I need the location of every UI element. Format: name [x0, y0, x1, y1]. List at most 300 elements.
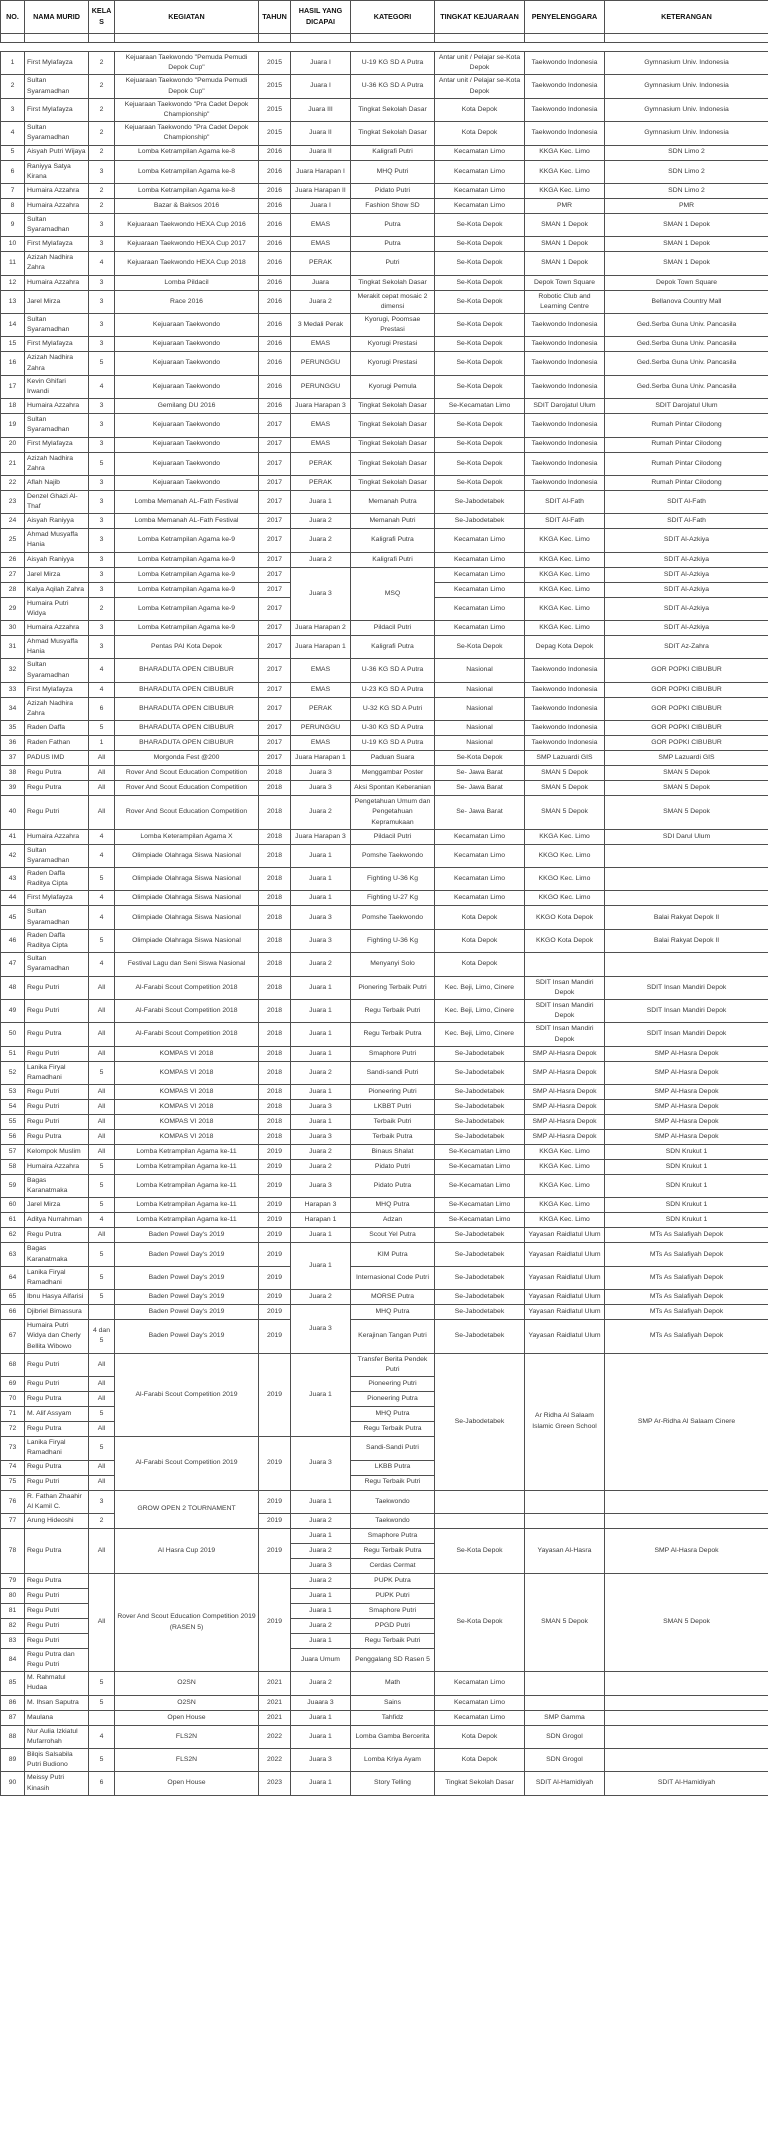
cell-col-6: Tahfidz — [351, 1710, 435, 1725]
cell-col-2: 6 — [89, 697, 115, 720]
cell-col-5: Juara 1 — [291, 1243, 351, 1290]
cell-col-8: SDIT Al-Fath — [525, 514, 605, 529]
cell-col-4: 2016 — [259, 252, 291, 275]
cell-col-5: Juara I — [291, 52, 351, 75]
cell-col-7: Se-Kota Depok — [435, 636, 525, 659]
cell-col-8: Taekwondo Indonesia — [525, 414, 605, 437]
cell-col-7: Se-Kota Depok — [435, 352, 525, 375]
table-row — [1, 237, 768, 252]
cell-col-4: 2016 — [259, 290, 291, 313]
cell-col-1: Sultan Syaramadhan — [25, 314, 89, 337]
cell-col-6: Putra — [351, 237, 435, 252]
cell-col-1: Regu Putri — [25, 1085, 89, 1100]
cell-col-9: SDIT Al-Hamidiyah — [605, 1772, 768, 1795]
cell-col-8: Taekwondo Indonesia — [525, 475, 605, 490]
column-header-8: TINGKAT KEJUARAAN — [435, 1, 525, 34]
cell-col-9: PMR — [605, 198, 768, 213]
cell-col-6: U-23 KG SD A Putra — [351, 682, 435, 697]
cell-col-2: All — [89, 1100, 115, 1115]
spacer-cell — [89, 34, 115, 43]
column-header-9: PENYELENGGARA — [525, 1, 605, 34]
cell-col-0: 66 — [1, 1305, 25, 1320]
cell-col-6: Taekwondo — [351, 1490, 435, 1513]
cell-col-3: Baden Powel Day's 2019 — [115, 1243, 259, 1266]
cell-col-0: 3 — [1, 98, 25, 121]
cell-col-8 — [525, 1490, 605, 1513]
cell-col-6: Tingkat Sekolah Dasar — [351, 475, 435, 490]
table-row — [1, 552, 768, 567]
cell-col-4: 2017 — [259, 597, 291, 620]
cell-col-7: Se-Kota Depok — [435, 751, 525, 766]
cell-col-3: KOMPAS VI 2018 — [115, 1100, 259, 1115]
cell-col-2: All — [89, 1528, 115, 1573]
cell-col-6: Cerdas Cermat — [351, 1558, 435, 1573]
cell-col-9: SMAN 5 Depok — [605, 1573, 768, 1671]
cell-col-9: SDIT Al-Azkiya — [605, 621, 768, 636]
cell-col-8: Yayasan Raidlatul Ulum — [525, 1290, 605, 1305]
cell-col-5: Juara I — [291, 198, 351, 213]
cell-col-2: 2 — [89, 1513, 115, 1528]
cell-col-2 — [89, 1710, 115, 1725]
cell-col-5: Juara III — [291, 98, 351, 121]
cell-col-0: 68 — [1, 1353, 25, 1376]
cell-col-7: Kecamatan Limo — [435, 1695, 525, 1710]
cell-col-8: SMAN 1 Depok — [525, 252, 605, 275]
cell-col-5: Juara 1 — [291, 1633, 351, 1648]
cell-col-7: Kota Depok — [435, 1725, 525, 1748]
cell-col-8: SMP Lazuardi GIS — [525, 751, 605, 766]
cell-col-5: Juara Harapan 2 — [291, 621, 351, 636]
cell-col-5: Juara 1 — [291, 891, 351, 906]
cell-col-3: Rover And Scout Education Competition 2019 (RASEN 5) — [115, 1573, 259, 1671]
cell-col-3: Lomba Memanah AL-Fath Festival — [115, 490, 259, 513]
cell-col-7: Se-Jabodetabek — [435, 1243, 525, 1266]
cell-col-1: Regu Putra — [25, 1460, 89, 1475]
cell-col-1: Humaira Azzahra — [25, 183, 89, 198]
cell-col-8: Taekwondo Indonesia — [525, 682, 605, 697]
cell-col-3: BHARADUTA OPEN CIBUBUR — [115, 697, 259, 720]
cell-col-4: 2019 — [259, 1213, 291, 1228]
cell-col-5: EMAS — [291, 437, 351, 452]
cell-col-8: KKGO Kec. Limo — [525, 891, 605, 906]
cell-col-6: Pildacil Putri — [351, 829, 435, 844]
cell-col-1: Humaira Azzahra — [25, 829, 89, 844]
cell-col-2: 3 — [89, 399, 115, 414]
cell-col-5: PERUNGGU — [291, 375, 351, 398]
cell-col-3: Al-Farabi Scout Competition 2018 — [115, 999, 259, 1022]
cell-col-2: All — [89, 1046, 115, 1061]
cell-col-8: Yayasan Raidlatul Ulum — [525, 1305, 605, 1320]
cell-col-0: 43 — [1, 868, 25, 891]
cell-col-4: 2016 — [259, 183, 291, 198]
cell-col-2: All — [89, 766, 115, 781]
cell-col-2: All — [89, 1573, 115, 1671]
cell-col-4: 2017 — [259, 452, 291, 475]
table-row — [1, 1228, 768, 1243]
cell-col-5: Juara 3 — [291, 1749, 351, 1772]
cell-col-8: KKGA Kec. Limo — [525, 529, 605, 552]
cell-col-6: Kaligrafi Putra — [351, 636, 435, 659]
cell-col-2: 3 — [89, 475, 115, 490]
cell-col-7: Se-Kota Depok — [435, 375, 525, 398]
cell-col-4: 2019 — [259, 1437, 291, 1490]
table-row — [1, 1749, 768, 1772]
cell-col-1: Djibriel Bimassura — [25, 1305, 89, 1320]
table-row — [1, 475, 768, 490]
cell-col-5: Harapan 1 — [291, 1213, 351, 1228]
cell-col-5: PERUNGGU — [291, 352, 351, 375]
cell-col-7: Se-Kota Depok — [435, 337, 525, 352]
table-row — [1, 375, 768, 398]
table-header-row — [1, 1, 768, 34]
cell-col-7: Se-Kota Depok — [435, 1528, 525, 1573]
cell-col-2: 4 — [89, 1213, 115, 1228]
cell-col-8: SMAN 5 Depok — [525, 796, 605, 830]
cell-col-3: Lomba Ketrampilan Agama ke-11 — [115, 1160, 259, 1175]
cell-col-9: SDIT Al-Azkiya — [605, 597, 768, 620]
cell-col-0: 9 — [1, 213, 25, 236]
cell-col-0: 27 — [1, 567, 25, 582]
cell-col-0: 46 — [1, 929, 25, 952]
cell-col-9: Rumah Pintar Cilodong — [605, 452, 768, 475]
cell-col-5: Juara 1 — [291, 1603, 351, 1618]
cell-col-1: Regu Putri — [25, 796, 89, 830]
table-row — [1, 399, 768, 414]
cell-col-2: 2 — [89, 183, 115, 198]
cell-col-9: Ged.Serba Guna Univ. Pancasila — [605, 314, 768, 337]
cell-col-0: 52 — [1, 1061, 25, 1084]
cell-col-7: Se-Kota Depok — [435, 437, 525, 452]
cell-col-1: Humaira Putri Widya dan Cherly Bellita Wibowo — [25, 1320, 89, 1354]
table-row — [1, 1573, 768, 1588]
cell-col-7: Se-Jabodetabek — [435, 1266, 525, 1289]
cell-col-2: 3 — [89, 490, 115, 513]
cell-col-6: U-19 KG SD A Putra — [351, 736, 435, 751]
cell-col-9: Rumah Pintar Cilodong — [605, 414, 768, 437]
cell-col-6: Smaphore Putri — [351, 1046, 435, 1061]
cell-col-2: 3 — [89, 160, 115, 183]
cell-col-4: 2018 — [259, 906, 291, 929]
cell-col-6: Sandi-sandi Putri — [351, 1061, 435, 1084]
cell-col-1: Bilqis Salsabila Putri Budiono — [25, 1749, 89, 1772]
cell-col-6: Penggalang SD Rasen 5 — [351, 1648, 435, 1671]
cell-col-9: Balai Rakyat Depok II — [605, 929, 768, 952]
cell-col-8: Taekwondo Indonesia — [525, 697, 605, 720]
cell-col-7: Se-Jabodetabek — [435, 1305, 525, 1320]
cell-col-4: 2017 — [259, 697, 291, 720]
cell-col-6: Internasional Code Putri — [351, 1266, 435, 1289]
cell-col-1: First Mylafayza — [25, 891, 89, 906]
cell-col-4: 2019 — [259, 1528, 291, 1573]
table-row — [1, 697, 768, 720]
cell-col-0: 32 — [1, 659, 25, 682]
cell-col-7: Se-Jabodetabek — [435, 490, 525, 513]
cell-col-7: Se-Jabodetabek — [435, 1100, 525, 1115]
cell-col-2: 4 — [89, 252, 115, 275]
cell-col-4: 2015 — [259, 52, 291, 75]
cell-col-7: Kec. Beji, Limo, Cinere — [435, 976, 525, 999]
table-row — [1, 929, 768, 952]
cell-col-8: KKGO Kota Depok — [525, 929, 605, 952]
cell-col-4: 2019 — [259, 1160, 291, 1175]
cell-col-0: 82 — [1, 1618, 25, 1633]
cell-col-1: Arung Hideoshi — [25, 1513, 89, 1528]
cell-col-5: Juara Harapan 1 — [291, 636, 351, 659]
cell-col-8: Taekwondo Indonesia — [525, 52, 605, 75]
cell-col-3: Kejuaraan Taekwondo — [115, 375, 259, 398]
cell-col-1: Azizah Nadhira Zahra — [25, 452, 89, 475]
cell-col-7: Se-Jabodetabek — [435, 1061, 525, 1084]
cell-col-5: Juara 1 — [291, 1085, 351, 1100]
cell-col-8: Depok Town Square — [525, 275, 605, 290]
cell-col-7: Se-Kota Depok — [435, 414, 525, 437]
cell-col-2: 3 — [89, 567, 115, 582]
cell-col-6: Binaus Shalat — [351, 1145, 435, 1160]
cell-col-4: 2017 — [259, 514, 291, 529]
cell-col-3: O2SN — [115, 1672, 259, 1695]
cell-col-5: Juara 1 — [291, 1710, 351, 1725]
cell-col-9: GOR POPKI CIBUBUR — [605, 682, 768, 697]
cell-col-3: KOMPAS VI 2018 — [115, 1046, 259, 1061]
cell-col-4: 2018 — [259, 891, 291, 906]
cell-col-8: Robotic Club and Learning Centre — [525, 290, 605, 313]
cell-col-3: KOMPAS VI 2018 — [115, 1115, 259, 1130]
cell-col-6: U-19 KG SD A Putra — [351, 52, 435, 75]
cell-col-2: All — [89, 976, 115, 999]
cell-col-0: 28 — [1, 582, 25, 597]
cell-col-7: Nasional — [435, 697, 525, 720]
cell-col-0: 90 — [1, 1772, 25, 1795]
cell-col-7: Kota Depok — [435, 953, 525, 976]
cell-col-7: Se-Jabodetabek — [435, 1320, 525, 1354]
cell-col-9: SDIT Al-Fath — [605, 490, 768, 513]
cell-col-4: 2019 — [259, 1145, 291, 1160]
cell-col-8: Taekwondo Indonesia — [525, 337, 605, 352]
column-header-6: HASIL YANG DICAPAI — [291, 1, 351, 34]
cell-col-2: 5 — [89, 1266, 115, 1289]
cell-col-6: U-36 KG SD A Putra — [351, 75, 435, 98]
cell-col-4: 2017 — [259, 659, 291, 682]
cell-col-2: All — [89, 1228, 115, 1243]
cell-col-2: 5 — [89, 1290, 115, 1305]
cell-col-1: Raden Fathan — [25, 736, 89, 751]
cell-col-5: PERAK — [291, 475, 351, 490]
cell-col-4: 2017 — [259, 490, 291, 513]
cell-col-3: Festival Lagu dan Seni Siswa Nasional — [115, 953, 259, 976]
prestasi-table-header — [0, 0, 768, 43]
cell-col-2: 5 — [89, 1198, 115, 1213]
cell-col-2: All — [89, 1377, 115, 1392]
cell-col-6: Adzan — [351, 1213, 435, 1228]
cell-col-5: Juara 3 — [291, 1130, 351, 1145]
cell-col-3: Baden Powel Day's 2019 — [115, 1305, 259, 1320]
cell-col-6: Tingkat Sekolah Dasar — [351, 98, 435, 121]
cell-col-2: 4 — [89, 891, 115, 906]
cell-col-1: Regu Putri — [25, 999, 89, 1022]
cell-col-3: Lomba Ketrampilan Agama ke-9 — [115, 621, 259, 636]
cell-col-0: 67 — [1, 1320, 25, 1354]
cell-col-7: Se- Jawa Barat — [435, 796, 525, 830]
table-row — [1, 1290, 768, 1305]
cell-col-1: Regu Putri — [25, 1475, 89, 1490]
cell-col-1: Regu Putri — [25, 1046, 89, 1061]
cell-col-6: Pioneering Putri — [351, 1377, 435, 1392]
cell-col-0: 65 — [1, 1290, 25, 1305]
cell-col-0: 70 — [1, 1392, 25, 1407]
cell-col-5: Juara 1 — [291, 1023, 351, 1046]
cell-col-5: Juara 2 — [291, 552, 351, 567]
spacer-cell — [291, 34, 351, 43]
table-row — [1, 1772, 768, 1795]
cell-col-0: 1 — [1, 52, 25, 75]
cell-col-2: 4 — [89, 375, 115, 398]
cell-col-3: Rover And Scout Education Competition — [115, 781, 259, 796]
cell-col-5: Juara 3 — [291, 1437, 351, 1490]
cell-col-2: 3 — [89, 275, 115, 290]
cell-col-8: Yayasan Raidlatul Ulum — [525, 1228, 605, 1243]
cell-col-3: Baden Powel Day's 2019 — [115, 1290, 259, 1305]
cell-col-2: 2 — [89, 98, 115, 121]
table-row — [1, 1710, 768, 1725]
cell-col-8: SDIT Al-Fath — [525, 490, 605, 513]
cell-col-2: 3 — [89, 529, 115, 552]
cell-col-3: Kejuaraan Taekwondo — [115, 337, 259, 352]
cell-col-5: EMAS — [291, 237, 351, 252]
cell-col-1: Sultan Syaramadhan — [25, 844, 89, 867]
cell-col-2: 4 — [89, 906, 115, 929]
cell-col-8: Taekwondo Indonesia — [525, 736, 605, 751]
cell-col-5: Juara 2 — [291, 514, 351, 529]
cell-col-5: Juara 1 — [291, 976, 351, 999]
cell-col-3: Kejuaraan Taekwondo — [115, 437, 259, 452]
cell-col-5: PERAK — [291, 252, 351, 275]
cell-col-5: Juara 2 — [291, 1061, 351, 1084]
cell-col-6: Merakit cepat mosaic 2 dimensi — [351, 290, 435, 313]
cell-col-1: Aisyah Raniyya — [25, 514, 89, 529]
cell-col-3: BHARADUTA OPEN CIBUBUR — [115, 721, 259, 736]
cell-col-6: Tingkat Sekolah Dasar — [351, 437, 435, 452]
cell-col-3: BHARADUTA OPEN CIBUBUR — [115, 682, 259, 697]
cell-col-0: 4 — [1, 122, 25, 145]
table-row — [1, 721, 768, 736]
cell-col-6: Regu Terbaik Putra — [351, 1023, 435, 1046]
cell-col-9: SDIT Al-Azkiya — [605, 552, 768, 567]
cell-col-7: Kecamatan Limo — [435, 1710, 525, 1725]
cell-col-9: Ged.Serba Guna Univ. Pancasila — [605, 375, 768, 398]
cell-col-8: SDIT Insan Mandiri Depok — [525, 1023, 605, 1046]
cell-col-9: SDN Krukut 1 — [605, 1145, 768, 1160]
cell-col-9 — [605, 1695, 768, 1710]
cell-col-0: 89 — [1, 1749, 25, 1772]
table-row — [1, 1145, 768, 1160]
table-row — [1, 437, 768, 452]
cell-col-9: SDN Krukut 1 — [605, 1175, 768, 1198]
cell-col-2: 1 — [89, 736, 115, 751]
cell-col-1: Ibnu Hasya Alfarisi — [25, 1290, 89, 1305]
cell-col-7: Se-Jabodetabek — [435, 1228, 525, 1243]
cell-col-3: Olimpiade Olahraga Siswa Nasional — [115, 891, 259, 906]
cell-col-4: 2022 — [259, 1725, 291, 1748]
cell-col-3: Al-Farabi Scout Competition 2018 — [115, 976, 259, 999]
cell-col-4: 2022 — [259, 1749, 291, 1772]
cell-col-4: 2016 — [259, 275, 291, 290]
cell-col-4: 2018 — [259, 953, 291, 976]
cell-col-0: 40 — [1, 796, 25, 830]
cell-col-8: KKGA Kec. Limo — [525, 567, 605, 582]
spacer-cell — [259, 34, 291, 43]
cell-col-6: Regu Terbaik Putri — [351, 1633, 435, 1648]
cell-col-5: Juara 2 — [291, 953, 351, 976]
cell-col-7: Se-Kota Depok — [435, 290, 525, 313]
cell-col-1: Regu Putri — [25, 1353, 89, 1376]
cell-col-1: Lanika Firyal Ramadhani — [25, 1266, 89, 1289]
cell-col-6: Pidato Putri — [351, 1160, 435, 1175]
cell-col-1: M. Rahmatul Hudaa — [25, 1672, 89, 1695]
cell-col-1: Azizah Nadhira Zahra — [25, 352, 89, 375]
cell-col-1: Regu Putri — [25, 1618, 89, 1633]
cell-col-0: 22 — [1, 475, 25, 490]
cell-col-1: Humaira Azzahra — [25, 198, 89, 213]
cell-col-3: Lomba Ketrampilan Agama ke-9 — [115, 552, 259, 567]
cell-col-5: Juara 1 — [291, 844, 351, 867]
cell-col-6: Kaligrafi Putra — [351, 529, 435, 552]
cell-col-7: Kecamatan Limo — [435, 183, 525, 198]
cell-col-8: Taekwondo Indonesia — [525, 75, 605, 98]
cell-col-0: 24 — [1, 514, 25, 529]
cell-col-7: Kecamatan Limo — [435, 582, 525, 597]
cell-col-5: Juara 1 — [291, 1528, 351, 1543]
cell-col-2: 3 — [89, 314, 115, 337]
cell-col-1: Regu Putra — [25, 781, 89, 796]
cell-col-1: R. Fathan Zhaahir Al Kamil C. — [25, 1490, 89, 1513]
cell-col-0: 55 — [1, 1115, 25, 1130]
cell-col-8: Taekwondo Indonesia — [525, 452, 605, 475]
table-row — [1, 1175, 768, 1198]
cell-col-7: Se-Jabodetabek — [435, 1115, 525, 1130]
cell-col-9: SDIT Al-Azkiya — [605, 529, 768, 552]
cell-col-4: 2019 — [259, 1305, 291, 1320]
cell-col-2: 3 — [89, 437, 115, 452]
cell-col-3: Race 2016 — [115, 290, 259, 313]
cell-col-0: 30 — [1, 621, 25, 636]
cell-col-6: Memanah Putri — [351, 514, 435, 529]
cell-col-9: Ged.Serba Guna Univ. Pancasila — [605, 337, 768, 352]
cell-col-2: All — [89, 1475, 115, 1490]
table-row — [1, 736, 768, 751]
cell-col-7: Kecamatan Limo — [435, 621, 525, 636]
cell-col-7: Se-Kecamatan Limo — [435, 399, 525, 414]
cell-col-0: 42 — [1, 844, 25, 867]
cell-col-0: 78 — [1, 1528, 25, 1573]
cell-col-3: Baden Powel Day's 2019 — [115, 1228, 259, 1243]
cell-col-5: Juara 2 — [291, 1290, 351, 1305]
cell-col-1: First Mylafayza — [25, 437, 89, 452]
cell-col-5: Juara 2 — [291, 1543, 351, 1558]
cell-col-0: 58 — [1, 1160, 25, 1175]
table-row — [1, 844, 768, 867]
cell-col-1: Humaira Azzahra — [25, 1160, 89, 1175]
cell-col-9: SMP Al-Hasra Depok — [605, 1115, 768, 1130]
cell-col-1: Raden Daffa — [25, 721, 89, 736]
cell-col-7: Kota Depok — [435, 1749, 525, 1772]
cell-col-9 — [605, 1749, 768, 1772]
cell-col-4: 2016 — [259, 145, 291, 160]
cell-col-3: Lomba Keterampilan Agama X — [115, 829, 259, 844]
column-header-3: KELAS — [89, 1, 115, 34]
cell-col-9: SDIT Darojatul Ulum — [605, 399, 768, 414]
cell-col-4: 2016 — [259, 237, 291, 252]
cell-col-4: 2019 — [259, 1513, 291, 1528]
